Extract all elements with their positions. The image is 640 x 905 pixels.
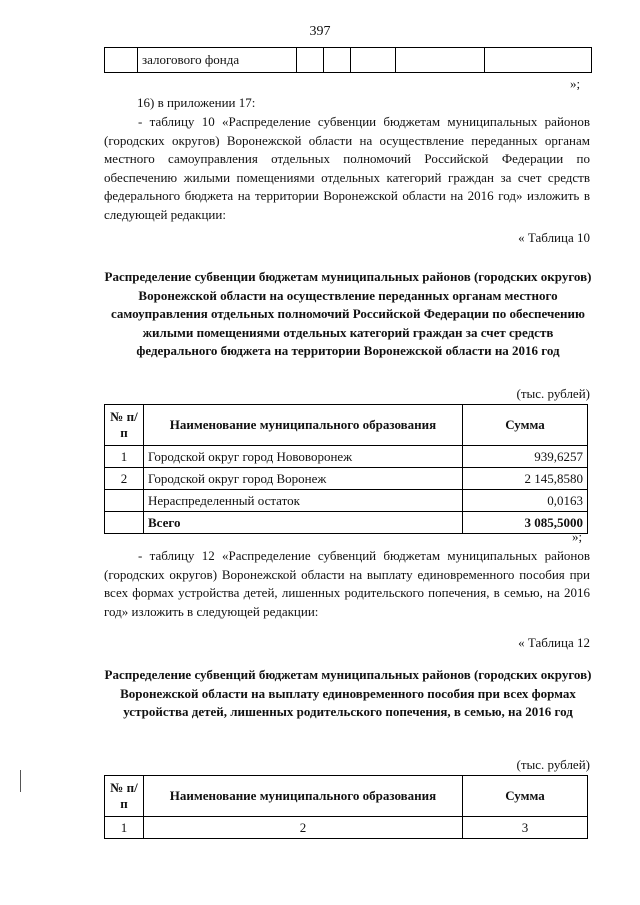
header-num: № п/п [105, 776, 144, 817]
table-header-row [105, 776, 588, 817]
table-12 [104, 775, 588, 839]
quote-close: »; [570, 76, 581, 91]
header-name: Наименование муниципального образования [144, 405, 463, 446]
quote-close: »; [572, 529, 583, 544]
table-row: Нераспределенный остаток 0,0163 [105, 490, 588, 512]
page-number: 397 [309, 24, 331, 39]
table-index-row: 1 2 3 [105, 817, 588, 839]
item-16: 16) в приложении 17: [137, 95, 256, 110]
table-row: 1 Городской округ город Нововоронеж 939,6257 [105, 446, 588, 468]
header-num: № п/п [105, 405, 144, 446]
continued-table [104, 47, 592, 73]
header-sum: Сумма [463, 405, 588, 446]
margin-mark [20, 770, 21, 792]
paragraph-table12: - таблицу 12 «Распределение субвенций бюджетам муниципальных районов (городских округов) Воронежской области на выплату единовременного пособия при всех формах устройства детей, лишенных родительского попечения, в семью, на 2016 год» изложить в следующей редакции: [104, 548, 590, 619]
table10-label: « Таблица 10 [518, 230, 590, 245]
table-10 [104, 404, 588, 534]
header-sum: Сумма [463, 776, 588, 817]
table-cell: залогового фонда [138, 48, 297, 73]
table-total-row: Всего 3 085,5000 [105, 512, 588, 534]
table10-unit: (тыс. рублей) [516, 386, 590, 401]
header-name: Наименование муниципального образования [144, 776, 463, 817]
table12-title: Распределение субвенций бюджетам муниципальных районов (городских округов) Воронежской области на выплату единовременного пособия при всех формах устройства детей, лишенных родительского попечения, в семью, на 2016 год [104, 667, 592, 719]
table10-title: Распределение субвенции бюджетам муниципальных районов (городских округов) Воронежской области на осуществление переданных органам местного самоуправления отдельных полномочий Российской Федерации по обеспечению жилыми помещениями отдельных категорий граждан за счет средств федерального бюджета на территории Воронежской области на 2016 год [104, 269, 592, 358]
table-row: 2 Городской округ город Воронеж 2 145,8580 [105, 468, 588, 490]
table12-label: « Таблица 12 [518, 635, 590, 650]
paragraph-table10: - таблицу 10 «Распределение субвенции бюджетам муниципальных районов (городских округов) Воронежской области на осуществление переданных органам местного самоуправления отдельных полномочий Российской Федерации по обеспечению жилыми помещениями отдельных категорий граждан за счет средств федерального бюджета на территории Воронежской области на 2016 год» изложить в следующей редакции: [104, 114, 590, 222]
table-header-row [105, 405, 588, 446]
table-row [105, 48, 592, 73]
table12-unit: (тыс. рублей) [516, 757, 590, 772]
